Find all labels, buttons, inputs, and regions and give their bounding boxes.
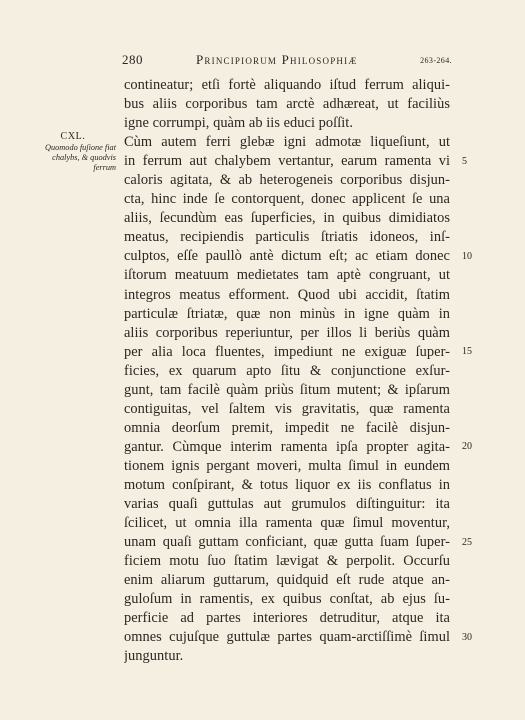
text-line: igne corrumpi, quàm ab iis educi poſſit. (124, 115, 354, 132)
running-head: Principiorum Philosophiæ (196, 52, 358, 67)
text-line: ficiem motu ſuo ſtatim lævigat & perpolit. Occurſu (124, 553, 450, 570)
text-line: contineatur; etſi fortè aliquando iſtud ferrum aliqui- (124, 77, 450, 93)
text-line: omnes cujuſque guttulæ partes quam-arctiſſimè ſimul (124, 629, 450, 646)
text-line: Cùm autem ferri glebæ igni admotæ liqueſiunt, ut (124, 134, 450, 151)
text-line: tionem ignis pergant moveri, multa ſimul in eundem (124, 457, 450, 474)
text-line: culptos, eſſe paullò antè dictum eſt; ac etiam donec (124, 248, 450, 265)
line-number: 20 (462, 441, 472, 453)
text-line: aliis corporibus reperiuntur, per illos li beriùs quàm (124, 324, 450, 341)
text-line: varias quaſi guttulas aut grumulos diſtinguitur: ita (124, 496, 450, 513)
line-number: 10 (462, 250, 472, 262)
text-line: caloris agitata, & ab heterogeneis corporibus disjun- (124, 172, 450, 189)
text-line: per alia loca fluentes, impediunt ne exiguæ ſuper- (124, 343, 450, 360)
marginal-note-line: Quomodo fuſione fiat (45, 143, 116, 152)
line-number: 25 (462, 536, 472, 548)
text-line: omnia deorſum premit, impedit ne facilè disjun- (124, 419, 450, 436)
marginal-note-line: chalybs, & quodvis (52, 153, 116, 162)
text-line: integros meatus efforment. Quod ubi accidit, ſtatim (124, 286, 450, 303)
text-line: gantur. Cùmque interim ramenta ipſa propter agita- (124, 438, 450, 455)
line-number: 30 (462, 631, 472, 643)
text-line: aliis, ſecundùm eas ſuperficies, in quibus dimidiatos (124, 210, 450, 227)
marginal-note-line: ferrum (93, 163, 116, 172)
text-line: motum conſpirant, & totus liquor ex iis conflatus in (124, 476, 450, 493)
page-number: 280 (122, 52, 143, 67)
page-header (122, 50, 452, 70)
line-number: 15 (462, 346, 472, 358)
text-line: iſtorum meatuum medietates tam aptè congruant, ut (124, 267, 450, 284)
text-line: cta, hinc inde ſe contorquent, donec applicent ſe una (124, 191, 450, 208)
text-line: particulæ ſtriatæ, quæ non minùs in igne quàm in (124, 305, 450, 322)
line-number: 5 (462, 155, 467, 167)
text-line: unam quaſi guttam conficiant, quæ gutta ſuam ſuper- (124, 534, 450, 551)
text-line: meatus, recipiendis particulis ſtriatis idoneos, inſ- (124, 229, 450, 246)
text-line: bus aliis corporibus tam arctè adhæreat, ut faciliùs (124, 96, 450, 113)
text-line: gunt, tam facilè quàm priùs ſitum mutent; & ipſarum (124, 381, 450, 398)
marginal-note (10, 131, 118, 173)
section-range: 263-264. (420, 56, 452, 65)
section-number: CXL. (60, 131, 86, 142)
text-line: guloſum in ramentis, ex quibus conſtat, ab ejus ſu- (124, 591, 450, 608)
text-line: perficie ad partes interiores detruditur, atque ita (124, 610, 450, 627)
body-text (124, 76, 450, 666)
text-line: in ferrum aut chalybem vertantur, earum ramenta vi (124, 153, 450, 170)
text-line: junguntur. (124, 648, 184, 665)
text-line: enim aliarum guttarum, quidquid eſt rude atque an- (124, 572, 450, 589)
text-line: ſcilicet, ut omnia illa ramenta quæ ſimul moventur, (124, 515, 450, 532)
text-line: ficies, ex quarum apto ſitu & conjunctione exſur- (124, 362, 450, 379)
text-line: contiguitas, vel ſaltem vis gravitatis, quæ ramenta (124, 400, 450, 417)
